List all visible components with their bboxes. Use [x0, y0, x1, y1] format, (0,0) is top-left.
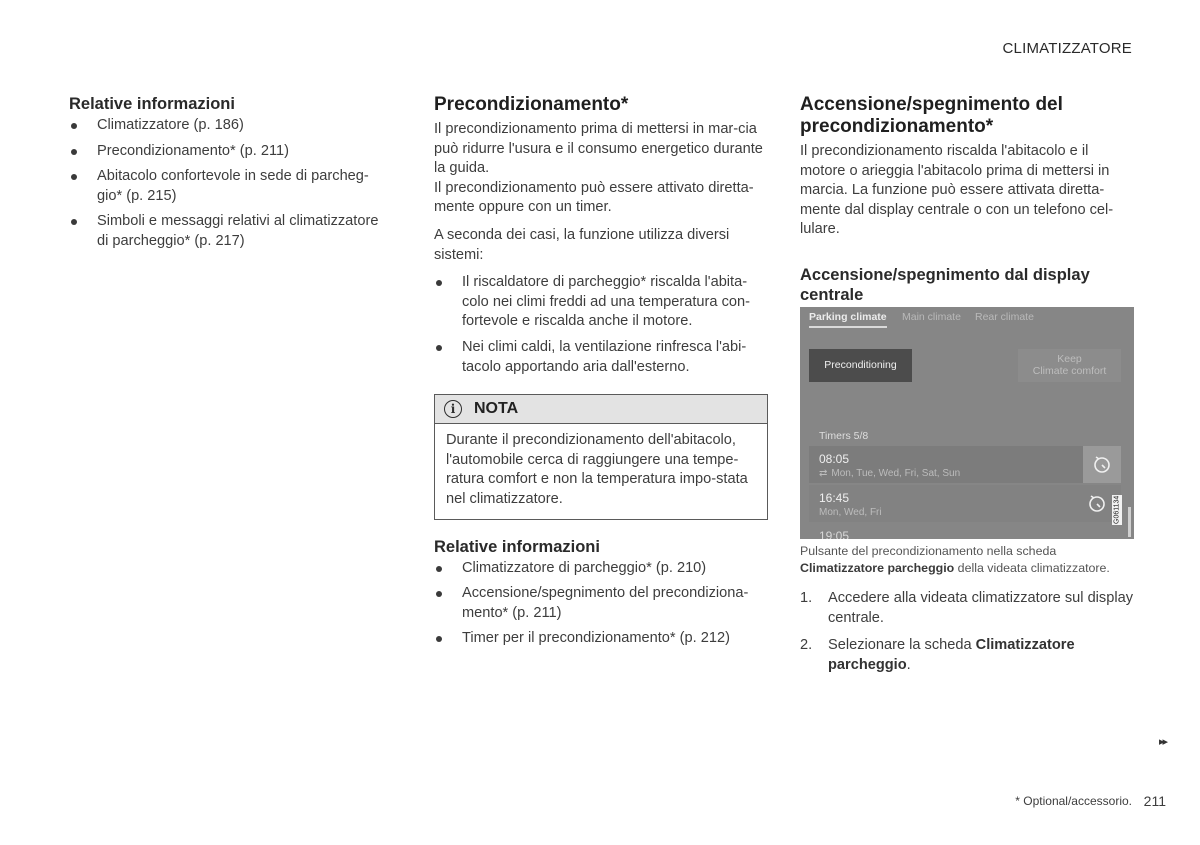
tab-parking-climate[interactable]: Parking climate — [809, 310, 887, 323]
timer-days: ⇄ Mon, Tue, Wed, Fri, Sat, Sun — [819, 467, 961, 479]
timer-time: 16:45 — [819, 490, 850, 505]
section-title: Precondizionamento* — [434, 94, 629, 115]
steps-list — [800, 589, 1136, 675]
list-item[interactable]: Climatizzatore (p. 186) — [69, 116, 389, 136]
bullet-icon — [71, 174, 77, 180]
timer-row[interactable] — [809, 446, 1121, 483]
related-info-title: Relative informazioni — [434, 537, 600, 556]
page-number: 211 — [1143, 793, 1166, 809]
list-item[interactable]: Timer per il precondizionamento* (p. 212) — [434, 629, 768, 649]
paragraph: Il precondizionamento riscalda l'abitacolo e il motore o arieggia l'abitacolo prima di mettersi in marcia. La funzione può essere attivata diretta-mente dal display centrale o con un telefono cel-lulare. — [800, 143, 1114, 238]
related-info-title: Relative informazioni — [69, 95, 235, 113]
paragraph: A seconda dei casi, la funzione utilizza diversi sistemi: — [434, 226, 730, 263]
timer-days: Mon, Wed, Fri — [819, 506, 882, 518]
bullet-icon — [436, 591, 442, 597]
bullet-icon — [71, 123, 77, 129]
list-item: Il riscaldatore di parcheggio* riscalda l'abita-colo nei climi freddi ad una temperatura con-fortevole e riscalda anche il motore. — [434, 273, 768, 332]
list-item[interactable]: Climatizzatore di parcheggio* (p. 210) — [434, 559, 768, 579]
note-header — [435, 395, 767, 424]
timers-label: Timers 5/8 — [819, 429, 869, 442]
tab-main-climate[interactable]: Main climate — [902, 310, 961, 323]
list-item[interactable]: Simboli e messaggi relativi al climatizzatore di parcheggio* (p. 217) — [69, 212, 389, 251]
timer-time: 08:05 — [819, 451, 850, 466]
note-label: NOTA — [474, 400, 519, 418]
bullet-icon — [436, 566, 442, 572]
scrollbar[interactable] — [1128, 507, 1131, 537]
section-header: CLIMATIZZATORE — [1002, 40, 1132, 57]
active-tab-indicator — [809, 326, 887, 328]
section-title: Accensione/spegnimento del precondizionamento* — [800, 94, 1063, 137]
keep-climate-comfort-button[interactable]: Keep Climate comfort — [1018, 349, 1121, 382]
preconditioning-button[interactable]: Preconditioning — [809, 349, 912, 382]
continue-arrows-icon: ▸▸ — [1158, 736, 1166, 748]
timer-icon — [1087, 493, 1107, 513]
timer-button[interactable] — [1083, 446, 1121, 483]
timer-row[interactable] — [809, 485, 1121, 522]
display-screenshot — [800, 307, 1134, 539]
bullet-icon — [436, 636, 442, 642]
image-code: G061134 — [1113, 495, 1121, 525]
step-item: 1. Accedere alla videata climatizzatore sul display centrale. — [800, 589, 1133, 626]
info-icon: i — [444, 400, 462, 418]
list-item[interactable]: Precondizionamento* (p. 211) — [69, 142, 389, 162]
related-info-list — [434, 559, 768, 649]
subsection-title: Accensione/spegnimento dal display centrale — [800, 265, 1090, 304]
climate-tabs — [800, 307, 1134, 329]
tab-rear-climate[interactable]: Rear climate — [975, 310, 1034, 323]
bullet-icon — [436, 345, 442, 351]
list-item[interactable]: Abitacolo confortevole in sede di parcheg-gio* (p. 215) — [69, 167, 389, 206]
step-item: 2. Selezionare la scheda Climatizzatore parcheggio. — [800, 637, 1075, 673]
column-right — [800, 94, 1136, 683]
repeat-icon: ⇄ — [819, 467, 828, 479]
footnote: * Optional/accessorio. — [1015, 794, 1132, 808]
list-item[interactable]: Accensione/spegnimento del precondiziona-mento* (p. 211) — [434, 584, 768, 623]
figure-caption: Pulsante del precondizionamento nella scheda Climatizzatore parcheggio della videata climatizzatore. — [800, 543, 1110, 575]
note-text: Durante il precondizionamento dell'abitacolo, l'automobile cerca di raggiungere una tempe-ratura comfort e non la temperatura impo-stata nel climatizzatore. — [446, 432, 748, 507]
column-left — [69, 94, 389, 258]
bullet-icon — [71, 149, 77, 155]
note-box — [434, 394, 768, 519]
bullet-icon — [71, 219, 77, 225]
paragraph: Il precondizionamento prima di mettersi in mar-cia può ridurre l'usura e il consumo energetico durante la guida. — [434, 121, 763, 177]
bullet-icon — [436, 280, 442, 286]
systems-list — [434, 273, 768, 377]
paragraph: Il precondizionamento può essere attivato diretta-mente oppure con un timer. — [434, 179, 754, 216]
column-middle — [434, 94, 768, 655]
list-item: Nei climi caldi, la ventilazione rinfresca l'abi-tacolo apportando aria dall'esterno. — [434, 338, 768, 377]
timer-icon — [1092, 454, 1112, 474]
timer-time-partial: 19:05 — [819, 528, 850, 539]
related-info-list — [69, 116, 389, 252]
